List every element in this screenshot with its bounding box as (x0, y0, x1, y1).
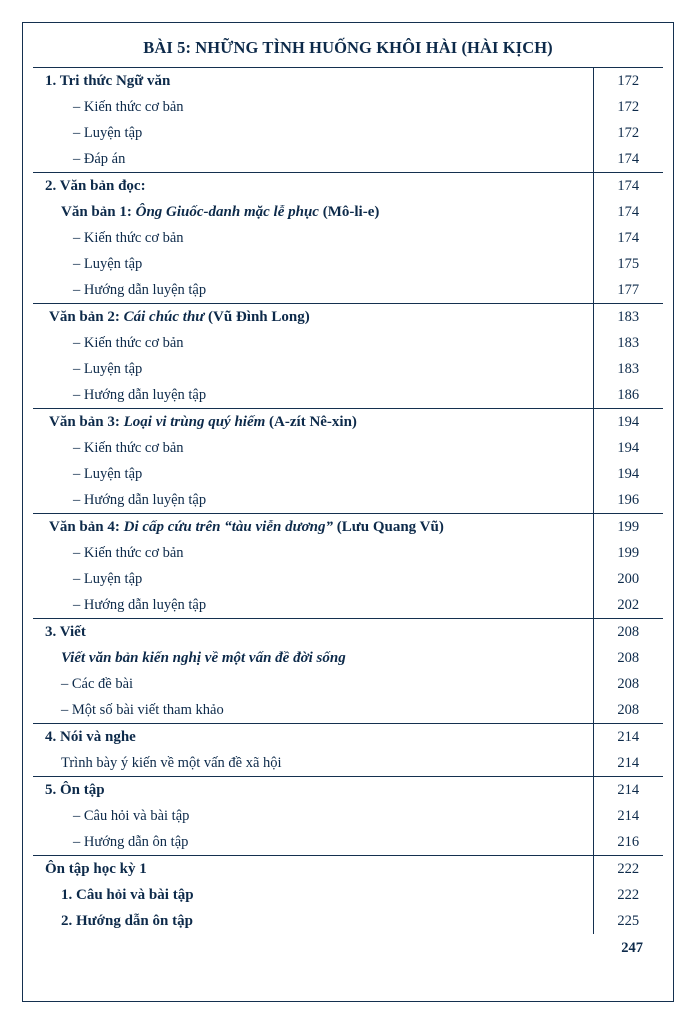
toc-entry-text: – Hướng dẫn luyện tập (73, 281, 207, 298)
toc-entry-page: 183 (593, 330, 663, 356)
toc-entry-page: 202 (593, 592, 663, 619)
toc-entry-text: – Các đề bài (61, 675, 134, 692)
toc-entry-label (33, 435, 593, 461)
toc-entry-text: 2. Hướng dẫn ôn tập (61, 912, 193, 929)
toc-row[interactable] (33, 277, 663, 304)
toc-entry-title-italic: Loại vi trùng quý hiếm (123, 413, 266, 430)
toc-entry-label (33, 724, 593, 751)
toc-entry-label (33, 592, 593, 619)
toc-entry-page: 174 (593, 173, 663, 200)
toc-entry-label (33, 540, 593, 566)
toc-entry-text: – Hướng dẫn luyện tập (73, 491, 207, 508)
toc-entry-text: – Một số bài viết tham khảo (61, 701, 224, 718)
toc-entry-text: 5. Ôn tập (45, 781, 105, 798)
toc-entry-text: – Đáp án (73, 150, 126, 167)
toc-entry-label (33, 882, 593, 908)
toc-entry-page: 174 (593, 225, 663, 251)
toc-entry-label (33, 409, 593, 436)
toc-entry-label (33, 645, 593, 671)
toc-entry-label (33, 173, 593, 200)
toc-row[interactable] (33, 619, 663, 646)
toc-entry-page: 199 (593, 514, 663, 541)
toc-row[interactable] (33, 803, 663, 829)
toc-entry-text: Văn bản 4: Di cấp cứu trên “tàu viễn dương” (Lưu Quang Vũ) (49, 518, 444, 535)
toc-entry-text: Ôn tập học kỳ 1 (45, 860, 147, 877)
toc-entry-label (33, 487, 593, 514)
toc-entry-page: 200 (593, 566, 663, 592)
toc-row[interactable] (33, 330, 663, 356)
toc-row[interactable] (33, 146, 663, 173)
toc-entry-text: – Hướng dẫn luyện tập (73, 386, 207, 403)
toc-entry-text: 1. Câu hỏi và bài tập (61, 886, 194, 903)
toc-row[interactable] (33, 173, 663, 200)
toc-entry-text: – Câu hỏi và bài tập (73, 807, 190, 824)
toc-entry-label (33, 777, 593, 804)
toc-entry-label (33, 68, 593, 95)
toc-entry-text: – Kiến thức cơ bản (73, 98, 184, 115)
toc-entry-label (33, 120, 593, 146)
toc-entry-page: 172 (593, 120, 663, 146)
toc-entry-label (33, 304, 593, 331)
toc-entry-label (33, 146, 593, 173)
toc-entry-label (33, 330, 593, 356)
toc-entry-page: 222 (593, 856, 663, 883)
toc-row[interactable] (33, 697, 663, 724)
toc-row[interactable] (33, 251, 663, 277)
toc-row[interactable] (33, 882, 663, 908)
toc-entry-page: 208 (593, 619, 663, 646)
toc-entry-title-italic: Cái chúc thư (123, 308, 205, 325)
toc-row[interactable] (33, 540, 663, 566)
toc-row[interactable] (33, 225, 663, 251)
toc-entry-text: – Luyện tập (73, 124, 143, 141)
toc-entry-text: Văn bản 1: Ông Giuốc-danh mặc lễ phục (Mô-li-e) (61, 203, 380, 220)
toc-entry-page: 222 (593, 882, 663, 908)
toc-entry-page: 199 (593, 540, 663, 566)
toc-row[interactable] (33, 514, 663, 541)
toc-entry-page: 214 (593, 803, 663, 829)
toc-entry-text: 2. Văn bản đọc: (45, 177, 146, 194)
toc-entry-page: 174 (593, 146, 663, 173)
toc-entry-label (33, 619, 593, 646)
toc-entry-label (33, 514, 593, 541)
toc-entry-text (39, 650, 346, 666)
toc-entry-text: – Luyện tập (73, 570, 143, 587)
toc-entry-text: – Kiến thức cơ bản (73, 229, 184, 246)
toc-row[interactable] (33, 592, 663, 619)
toc-entry-label (33, 671, 593, 697)
table-of-contents (33, 31, 663, 934)
toc-entry-page: 214 (593, 777, 663, 804)
toc-entry-label (33, 251, 593, 277)
toc-entry-page: 177 (593, 277, 663, 304)
toc-body (33, 31, 663, 934)
toc-entry-text: – Kiến thức cơ bản (73, 544, 184, 561)
toc-row[interactable] (33, 356, 663, 382)
toc-entry-page: 174 (593, 199, 663, 225)
toc-entry-page: 172 (593, 94, 663, 120)
toc-entry-label (33, 856, 593, 883)
toc-entry-title-italic: Viết văn bản kiến nghị về một vấn đề đời sống (61, 649, 346, 666)
toc-entry-text: 4. Nói và nghe (45, 728, 136, 745)
toc-row[interactable] (33, 724, 663, 751)
toc-entry-page: 186 (593, 382, 663, 409)
toc-row[interactable] (33, 304, 663, 331)
page-title: BÀI 5: NHỮNG TÌNH HUỐNG KHÔI HÀI (HÀI KỊCH) (33, 31, 663, 68)
toc-row[interactable] (33, 487, 663, 514)
toc-row[interactable] (33, 68, 663, 95)
toc-entry-page: 225 (593, 908, 663, 934)
toc-entry-label (33, 225, 593, 251)
toc-entry-label (33, 94, 593, 120)
toc-entry-label (33, 382, 593, 409)
toc-row[interactable] (33, 199, 663, 225)
page-number: 247 (621, 940, 643, 956)
toc-entry-page: 175 (593, 251, 663, 277)
toc-entry-text: – Hướng dẫn luyện tập (73, 596, 207, 613)
toc-entry-label (33, 697, 593, 724)
toc-row[interactable] (33, 777, 663, 804)
toc-entry-page: 194 (593, 409, 663, 436)
toc-entry-label (33, 803, 593, 829)
toc-row[interactable] (33, 120, 663, 146)
toc-entry-text: 3. Viết (45, 623, 86, 640)
toc-entry-text: Trình bày ý kiến về một vấn đề xã hội (61, 754, 282, 771)
toc-entry-page: 208 (593, 645, 663, 671)
toc-entry-page: 194 (593, 461, 663, 487)
toc-entry-page: 196 (593, 487, 663, 514)
toc-row[interactable] (33, 435, 663, 461)
toc-row[interactable] (33, 409, 663, 436)
toc-entry-page: 216 (593, 829, 663, 856)
toc-entry-label (33, 908, 593, 934)
toc-entry-page: 208 (593, 671, 663, 697)
toc-entry-text: – Luyện tập (73, 255, 143, 272)
toc-entry-text: 1. Tri thức Ngữ văn (45, 72, 171, 89)
toc-entry-page: 214 (593, 750, 663, 777)
toc-page (22, 22, 674, 1002)
toc-row[interactable] (33, 461, 663, 487)
toc-row[interactable] (33, 671, 663, 697)
toc-row[interactable] (33, 908, 663, 934)
toc-entry-page: 172 (593, 68, 663, 95)
toc-heading-row (33, 31, 663, 68)
toc-entry-text: Văn bản 3: Loại vi trùng quý hiếm (A-zít Nê-xin) (49, 413, 357, 430)
toc-row[interactable] (33, 382, 663, 409)
toc-row[interactable] (33, 856, 663, 883)
toc-entry-title-italic: Di cấp cứu trên “tàu viễn dương” (123, 518, 333, 535)
toc-entry-text: – Kiến thức cơ bản (73, 439, 184, 456)
toc-entry-title-italic: Ông Giuốc-danh mặc lễ phục (135, 203, 319, 220)
toc-entry-label (33, 566, 593, 592)
toc-entry-page: 214 (593, 724, 663, 751)
toc-entry-label (33, 750, 593, 777)
toc-entry-label (33, 461, 593, 487)
toc-entry-text: – Hướng dẫn ôn tập (73, 833, 189, 850)
toc-entry-label (33, 277, 593, 304)
toc-row[interactable] (33, 750, 663, 777)
toc-row[interactable] (33, 94, 663, 120)
toc-row[interactable] (33, 566, 663, 592)
toc-entry-page: 208 (593, 697, 663, 724)
toc-entry-text: – Luyện tập (73, 465, 143, 482)
toc-entry-text: Văn bản 2: Cái chúc thư (Vũ Đình Long) (49, 308, 310, 325)
toc-entry-label (33, 356, 593, 382)
toc-entry-page: 194 (593, 435, 663, 461)
toc-entry-text: – Luyện tập (73, 360, 143, 377)
toc-entry-label (33, 829, 593, 856)
toc-entry-page: 183 (593, 356, 663, 382)
toc-entry-text: – Kiến thức cơ bản (73, 334, 184, 351)
toc-row[interactable] (33, 645, 663, 671)
toc-row[interactable] (33, 829, 663, 856)
toc-entry-page: 183 (593, 304, 663, 331)
toc-entry-label (33, 199, 593, 225)
